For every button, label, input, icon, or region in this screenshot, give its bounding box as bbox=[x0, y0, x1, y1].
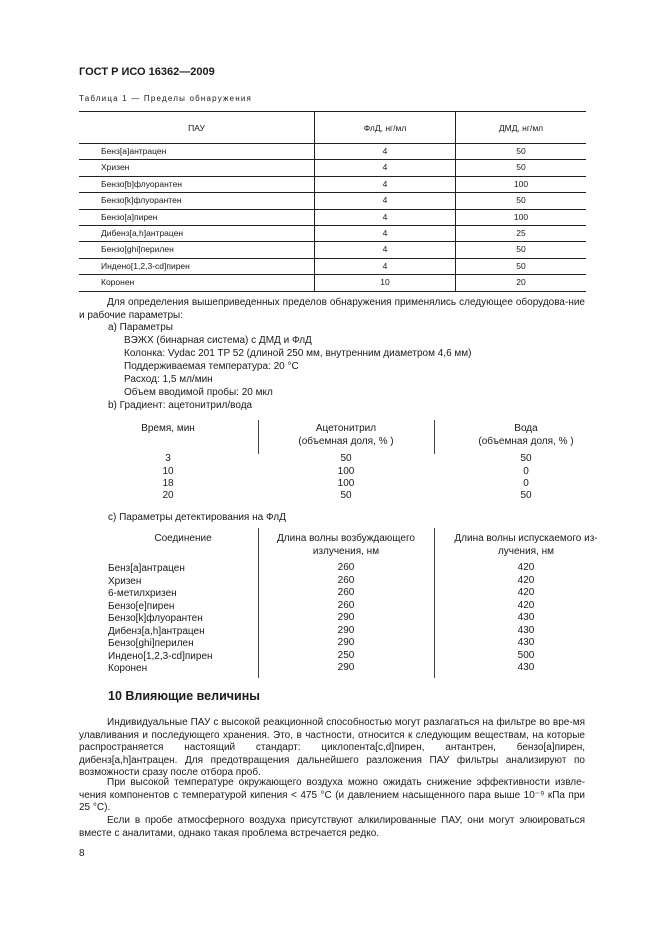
cell-compound: Бензо[ghi]перилен bbox=[79, 242, 315, 258]
table-row bbox=[79, 144, 586, 160]
cell-compound: Коронен bbox=[79, 275, 315, 291]
detection-exc: 290 bbox=[337, 625, 355, 636]
table-row bbox=[79, 226, 586, 242]
gradient-acn: 100 bbox=[337, 478, 355, 489]
detection-limits-table bbox=[79, 111, 586, 292]
cell-fld: 4 bbox=[315, 144, 456, 160]
cell-dmd: 25 bbox=[456, 226, 587, 242]
column-divider bbox=[434, 420, 435, 454]
detection-exc: 260 bbox=[337, 600, 355, 611]
params-line: Колонка: Vydac 201 TP 52 (длиной 250 мм, внутренним диаметром 4,6 мм) bbox=[124, 348, 472, 359]
params-line: Расход: 1,5 мл/мин bbox=[124, 374, 213, 385]
intro-paragraph: Для определения вышеприведенных пределов обнаружения применялись следующее оборудова-ние и рабочие параметры: bbox=[79, 297, 585, 321]
detection-compound: Дибенз[a,h]антрацен bbox=[108, 626, 205, 637]
section-paragraph: При высокой температуре окружающего воздуха можно ожидать снижение эффективности извле-чения компонентов с температурой кипения < 475 °С (и давлением насыщенного пара выше 10⁻⁹ кПа при 25 °С). bbox=[79, 777, 585, 813]
detection-compound: Коронен bbox=[108, 663, 148, 674]
gradient-water-unit: (объемная доля, % ) bbox=[478, 436, 574, 447]
cell-fld: 4 bbox=[315, 258, 456, 274]
detection-exc: 250 bbox=[337, 650, 355, 661]
cell-dmd: 50 bbox=[456, 242, 587, 258]
gradient-time-header: Время, мин bbox=[141, 423, 195, 434]
cell-compound: Бенз[a]антрацен bbox=[79, 144, 315, 160]
detection-compound: Бензо[ghi]перилен bbox=[108, 638, 194, 649]
column-header: ФлД, нг/мл bbox=[315, 112, 456, 144]
detection-exc: 290 bbox=[337, 662, 355, 673]
cell-compound: Бензо[k]флуорантен bbox=[79, 193, 315, 209]
detection-compound: Индено[1,2,3-cd]пирен bbox=[108, 651, 213, 662]
detection-compound: Бензо[k]флуорантен bbox=[108, 613, 203, 624]
gradient-time: 3 bbox=[165, 453, 171, 464]
cell-fld: 4 bbox=[315, 242, 456, 258]
gradient-water: 0 bbox=[523, 466, 529, 477]
detection-em-header: Длина волны испускаемого из- bbox=[454, 533, 598, 544]
gradient-acn-unit: (объемная доля, % ) bbox=[298, 436, 394, 447]
section-heading: 10 Влияющие величины bbox=[108, 689, 260, 703]
detection-compound-header: Соединение bbox=[154, 533, 212, 544]
column-header: ДМД, нг/мл bbox=[456, 112, 587, 144]
gradient-water: 0 bbox=[523, 478, 529, 489]
gradient-water: 50 bbox=[520, 490, 532, 501]
gradient-acn: 100 bbox=[337, 466, 355, 477]
gradient-water-header: Вода bbox=[514, 423, 538, 434]
detection-em: 500 bbox=[517, 650, 535, 661]
params-b-label: b) Градиент: ацетонитрил/вода bbox=[108, 400, 253, 411]
table-row bbox=[79, 193, 586, 209]
detection-compound: Бензо[e]пирен bbox=[108, 601, 175, 612]
detection-em: 430 bbox=[517, 637, 535, 648]
detection-exc: 260 bbox=[337, 562, 355, 573]
cell-dmd: 100 bbox=[456, 176, 587, 192]
column-header: ПАУ bbox=[79, 112, 315, 144]
detection-em: 420 bbox=[517, 587, 535, 598]
params-c-label: c) Параметры детектирования на ФлД bbox=[108, 512, 286, 523]
cell-compound: Индено[1,2,3-cd]пирен bbox=[79, 258, 315, 274]
gradient-time: 10 bbox=[162, 466, 174, 477]
gradient-acn-header: Ацетонитрил bbox=[315, 423, 377, 434]
detection-compound: 6-метилхризен bbox=[108, 588, 177, 599]
table-row bbox=[79, 160, 586, 176]
detection-exc: 260 bbox=[337, 587, 355, 598]
cell-compound: Бензо[a]пирен bbox=[79, 209, 315, 225]
cell-dmd: 100 bbox=[456, 209, 587, 225]
cell-dmd: 50 bbox=[456, 258, 587, 274]
detection-em: 420 bbox=[517, 600, 535, 611]
params-line: ВЭЖХ (бинарная система) с ДМД и ФлД bbox=[124, 335, 312, 346]
section-paragraph: Если в пробе атмосферного воздуха присутствуют алкилированные ПАУ, они могут элюироваться вместе с аналитами, однако такая проблема встречается редко. bbox=[79, 815, 585, 839]
table-row bbox=[79, 209, 586, 225]
cell-fld: 10 bbox=[315, 275, 456, 291]
detection-em: 420 bbox=[517, 575, 535, 586]
detection-em: 430 bbox=[517, 612, 535, 623]
detection-em: 430 bbox=[517, 625, 535, 636]
cell-compound: Дибенз[a,h]антрацен bbox=[79, 226, 315, 242]
table-row bbox=[79, 275, 586, 291]
gradient-time: 20 bbox=[162, 490, 174, 501]
page-number: 8 bbox=[79, 848, 85, 859]
cell-fld: 4 bbox=[315, 226, 456, 242]
gradient-acn: 50 bbox=[340, 453, 352, 464]
cell-dmd: 50 bbox=[456, 144, 587, 160]
cell-dmd: 20 bbox=[456, 275, 587, 291]
params-line: Объем вводимой пробы: 20 мкл bbox=[124, 387, 273, 398]
detection-exc: 290 bbox=[337, 612, 355, 623]
detection-exc: 260 bbox=[337, 575, 355, 586]
table-row bbox=[79, 242, 586, 258]
column-divider bbox=[434, 528, 435, 678]
detection-em-unit: лучения, нм bbox=[497, 546, 555, 557]
cell-fld: 4 bbox=[315, 193, 456, 209]
gradient-water: 50 bbox=[520, 453, 532, 464]
params-a-label: a) Параметры bbox=[108, 322, 173, 333]
cell-fld: 4 bbox=[315, 160, 456, 176]
params-line: Поддерживаемая температура: 20 °С bbox=[124, 361, 299, 372]
table-caption: Таблица 1 — Пределы обнаружения bbox=[79, 94, 253, 103]
detection-compound: Хризен bbox=[108, 576, 142, 587]
detection-em: 430 bbox=[517, 662, 535, 673]
table-row bbox=[79, 258, 586, 274]
gradient-acn: 50 bbox=[340, 490, 352, 501]
cell-fld: 4 bbox=[315, 209, 456, 225]
detection-exc-header: Длина волны возбуждающего bbox=[277, 533, 415, 544]
document-header: ГОСТ Р ИСО 16362—2009 bbox=[79, 66, 215, 78]
column-divider bbox=[258, 528, 259, 678]
cell-compound: Бензо[b]флуорантен bbox=[79, 176, 315, 192]
detection-compound: Бенз[a]антрацен bbox=[108, 563, 185, 574]
section-paragraph: Индивидуальные ПАУ с высокой реакционной способностью могут разлагаться на фильтре во вре-мя улавливания и последующего хранения. Это, в частности, относится к следующим веществам, на которые распространяется настоящий стандарт: циклопента[c,d]пирен, антантрен, бензо[a]пирен, дибенз[a,h]антрацен. Для предотвращения дальнейшего разложения ПАУ фильтры анализируют по возможности сразу после отбора проб. bbox=[79, 717, 585, 778]
cell-fld: 4 bbox=[315, 176, 456, 192]
table-row bbox=[79, 176, 586, 192]
detection-exc-unit: излучения, нм bbox=[312, 546, 380, 557]
detection-em: 420 bbox=[517, 562, 535, 573]
column-divider bbox=[258, 420, 259, 454]
cell-dmd: 50 bbox=[456, 193, 587, 209]
gradient-time: 18 bbox=[162, 478, 174, 489]
cell-compound: Хризен bbox=[79, 160, 315, 176]
cell-dmd: 50 bbox=[456, 160, 587, 176]
detection-exc: 290 bbox=[337, 637, 355, 648]
